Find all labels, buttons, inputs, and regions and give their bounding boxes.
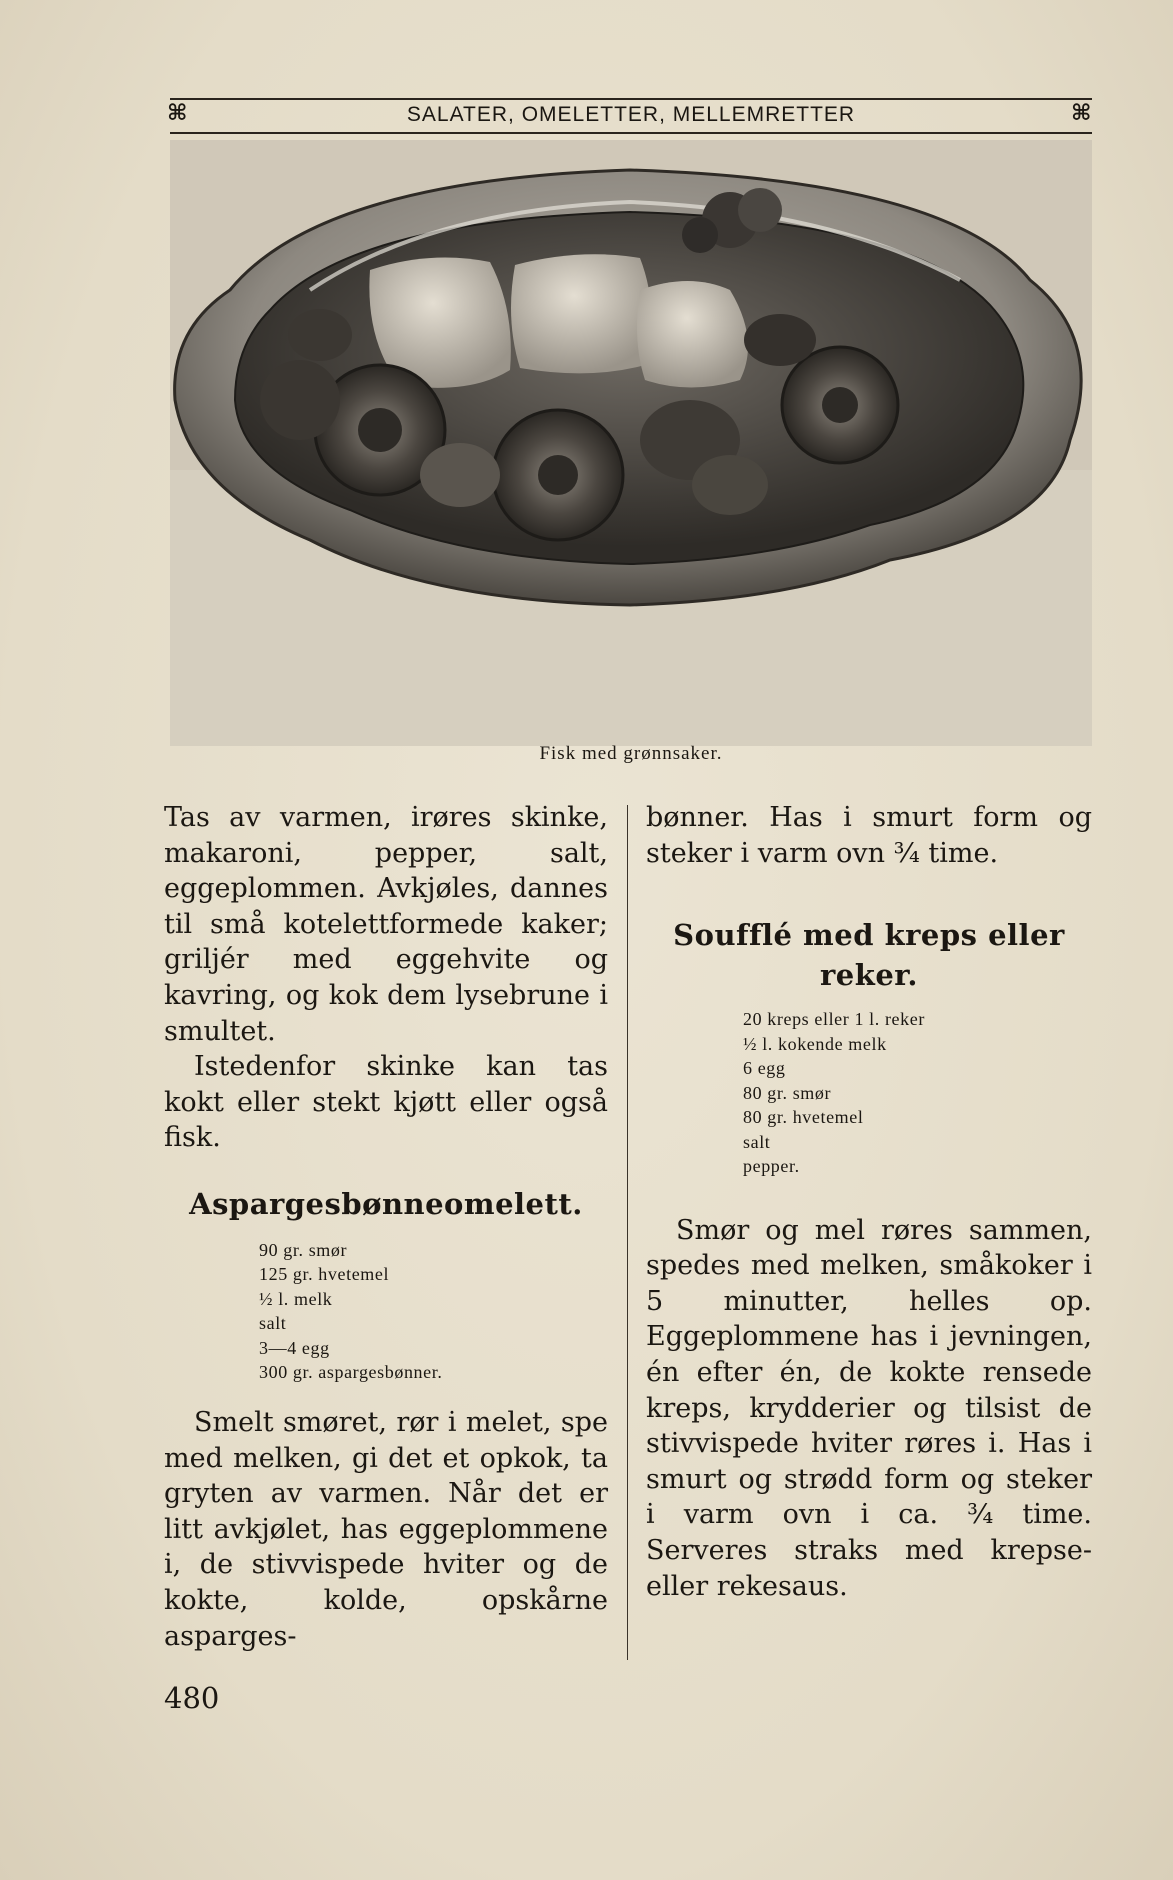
ingredient-list-aspargesbonneomelett [164,1238,608,1385]
ingredient-item: ½ l. melk [259,1288,333,1309]
header-rule-top [170,98,1092,100]
left-paragraph-3: Smelt smøret, rør i melet, spe med melken, gi det et opkok, ta gryten av varmen. Når det er litt avkjølet, has eggeplommene i, de stivvispede hviter og de kokte, kolde, opskårne asparges- [164,1406,608,1652]
right-paragraph-2: Smør og mel røres sammen, spedes med melken, småkoker i 5 minutter, helles op. Eggeplommene has i jevningen, én efter én, de kokte rensede kreps, krydderier og tilsist de stivvispede hviter røres i. Has i smurt og strødd form og steker i varm ovn i ca. ¾ time. Serveres straks med krepse- eller rekesaus. [646,1214,1092,1602]
left-column [164,800,608,1654]
column-divider [627,805,628,1660]
right-paragraph-1: bønner. Has i smurt form og steker i varm ovn ¾ time. [646,802,1092,869]
left-paragraph-1: Tas av varmen, irøres skinke, makaroni, pepper, salt, eggeplommen. Avkjøles, dannes til små kotelettformede kaker; griljér med eggehvite og kavring, og kok dem lysebrune i smultet. [164,802,608,1047]
header-ornament-right-icon: ⌘ [1071,101,1092,126]
running-header-title: SALATER, OMELETTER, MELLEMRETTER [406,103,856,126]
ingredient-item: 80 gr. smør [743,1082,832,1103]
recipe-heading-aspargesbonneomelett: Aspargesbønneomelett. [189,1186,583,1221]
ingredient-item: 80 gr. hvetemel [743,1107,864,1128]
ingredient-item: 90 gr. smør [259,1239,348,1260]
ingredient-item: 125 gr. hvetemel [259,1264,390,1285]
ingredient-item: 6 egg [743,1058,786,1079]
recipe-heading-souffle-line-1: Soufflé med kreps eller [673,918,1065,953]
ingredient-item: salt [259,1313,287,1334]
right-column [646,800,1092,1604]
ingredient-item: 20 kreps eller 1 l. reker [743,1009,925,1030]
ingredient-item: 3—4 egg [259,1337,330,1358]
ingredient-item: pepper. [743,1156,800,1177]
ingredient-item: 300 gr. aspargesbønner. [259,1362,443,1383]
recipe-heading-souffle-line-2: reker. [820,958,918,993]
recipe-heading-souffle [646,915,1092,995]
page-number: 480 [164,1681,220,1715]
dish-photo [170,140,1092,746]
header-rule-bottom [170,132,1092,134]
left-paragraph-2: Istedenfor skinke kan tas kokt eller stekt kjøtt eller også fisk. [164,1051,608,1154]
ingredient-item: ½ l. kokende melk [743,1033,887,1054]
photo-caption: Fisk med grønnsaker. [539,743,723,764]
header-ornament-left-icon: ⌘ [167,101,188,126]
ingredient-item: salt [743,1131,771,1152]
ingredient-list-souffle [646,1007,1092,1179]
